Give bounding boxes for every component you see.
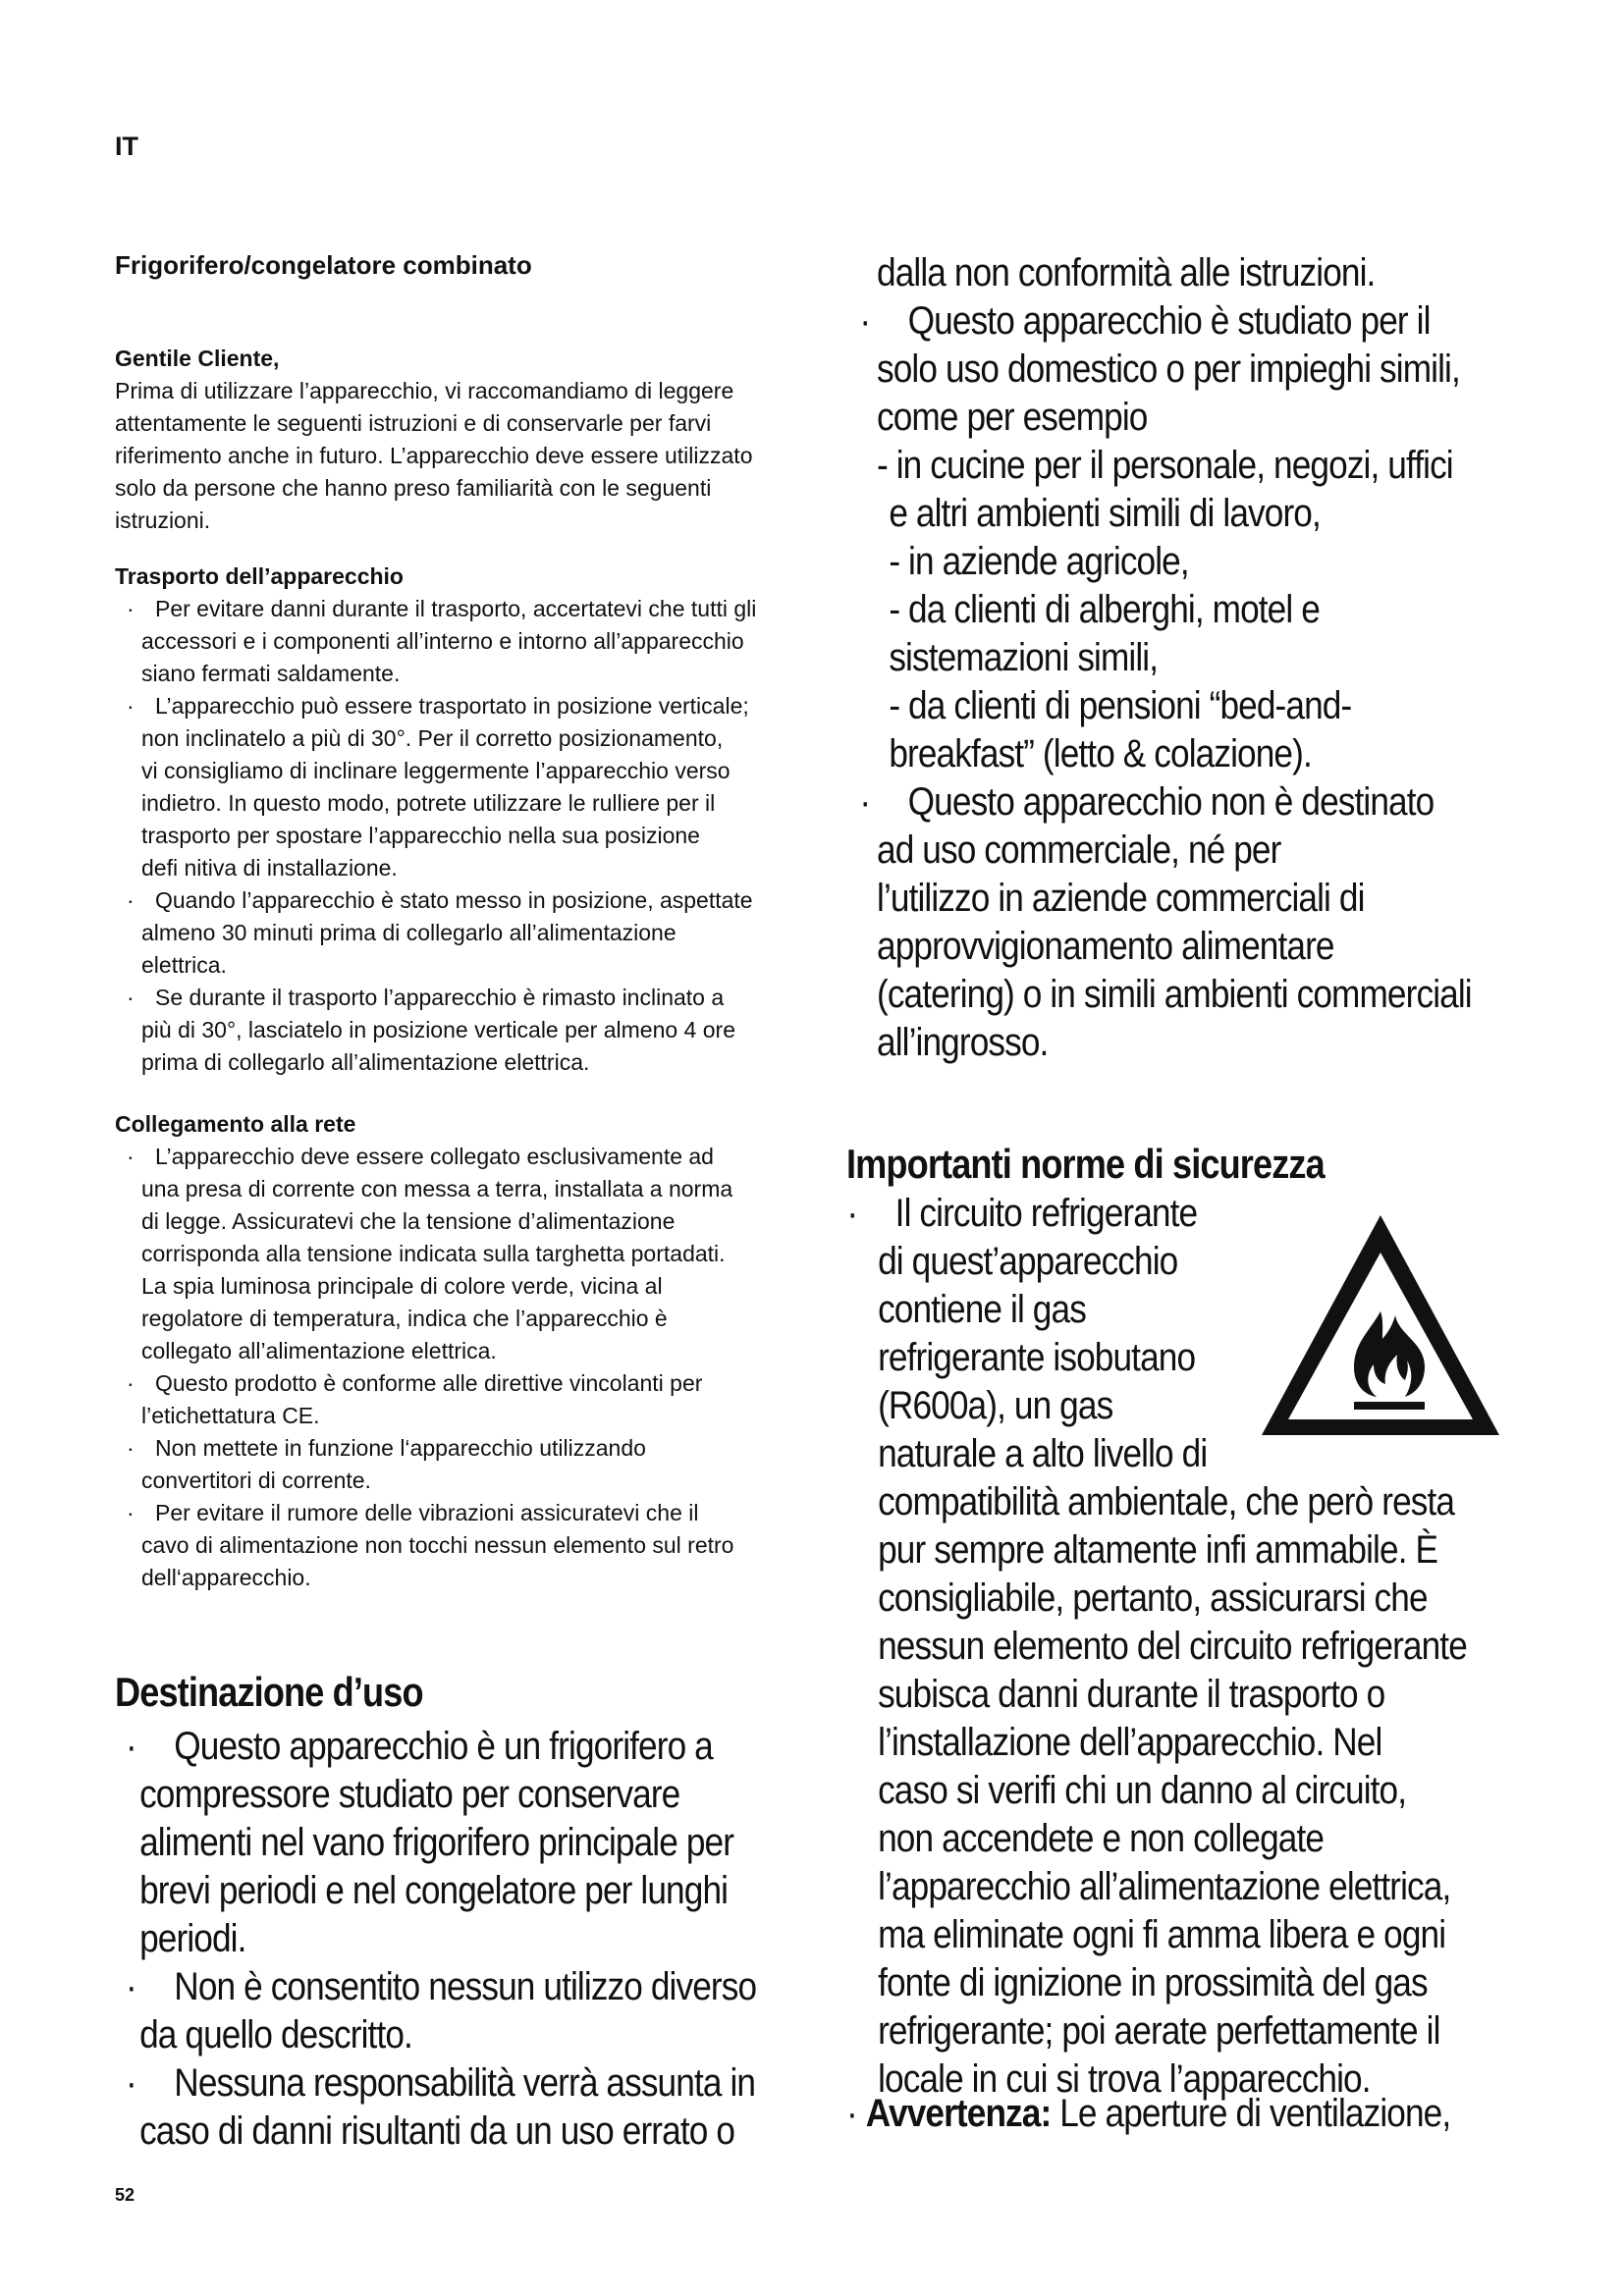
- use-line: · Non è consentito nessun utilizzo diverso: [126, 1963, 756, 2011]
- intro-line: istruzioni.: [115, 507, 211, 533]
- use-line: · Questo apparecchio è un frigorifero a: [126, 1723, 756, 1771]
- bullet-text: prima di collegarlo all’alimentazione elettrica.: [141, 1049, 590, 1075]
- use-line: compressore studiato per conservare: [139, 1773, 680, 1816]
- right-line: l’installazione dell’apparecchio. Nel: [878, 1721, 1382, 1764]
- bullet: ·: [126, 2061, 136, 2105]
- bullet-text: L’apparecchio può essere trasportato in posizione verticale;: [155, 693, 749, 719]
- warning-text: Le aperture di ventilazione,: [1051, 2092, 1451, 2135]
- bullet-text: più di 30°, lasciatelo in posizione verticale per almeno 4 ore: [141, 1017, 735, 1042]
- right-column-top: [859, 249, 1472, 1067]
- transport-item: [115, 593, 822, 690]
- right-line: - in cucine per il personale, negozi, uffici: [877, 444, 1453, 487]
- bullet: ·: [126, 1725, 136, 1768]
- bullet-text: convertitori di corrente.: [141, 1468, 371, 1493]
- bullet: ·: [127, 1500, 135, 1525]
- right-line: locale in cui si trova l’apparecchio.: [878, 2057, 1371, 2101]
- right-line: l’apparecchio all’alimentazione elettrica,: [878, 1865, 1451, 1908]
- transport-item: [115, 690, 822, 884]
- bullet-text: l’etichettatura CE.: [141, 1403, 320, 1428]
- right-line: dalla non conformità alle istruzioni.: [877, 251, 1376, 294]
- warning-line: [846, 2090, 1450, 2138]
- right-line: consigliabile, pertanto, assicurarsi che: [878, 1576, 1428, 1620]
- right-line: breakfast” (letto & colazione).: [889, 732, 1312, 775]
- right-line: compatibilità ambientale, che però resta: [878, 1480, 1455, 1523]
- right-line: - in aziende agricole,: [889, 540, 1189, 583]
- flammable-warning-icon: [1252, 1205, 1509, 1446]
- bullet-text: regolatore di temperatura, indica che l’apparecchio è: [141, 1306, 668, 1331]
- right-line: refrigerante isobutano: [878, 1336, 1196, 1379]
- transport-item: [115, 884, 822, 982]
- bullet-text: trasporto per spostare l’apparecchio nella sua posizione: [141, 823, 700, 848]
- transport-item: [115, 982, 822, 1079]
- bullet: ·: [127, 1144, 135, 1169]
- language-code: IT: [115, 132, 138, 161]
- bullet-text: elettrica.: [141, 952, 227, 978]
- bullet-text: La spia luminosa principale di colore verde, vicina al: [141, 1273, 663, 1299]
- right-line: (R600a), un gas: [878, 1384, 1113, 1427]
- bullet-text: Per evitare danni durante il trasporto, accertatevi che tutti gli: [155, 596, 757, 621]
- network-item: [115, 1141, 822, 1367]
- right-line: non accendete e non collegate: [878, 1817, 1325, 1860]
- page-number: 52: [115, 2185, 135, 2205]
- right-line: pur sempre altamente infi ammabile. È: [878, 1528, 1438, 1572]
- use-line: brevi periodi e nel congelatore per lunghi: [139, 1869, 729, 1912]
- use-line: periodi.: [139, 1917, 246, 1960]
- bullet-text: non inclinatelo a più di 30°. Per il corretto posizionamento,: [141, 725, 724, 751]
- use-line: da quello descritto.: [139, 2013, 412, 2056]
- use-heading: Destinazione d’uso: [115, 1669, 423, 1715]
- bullet: ·: [127, 1435, 135, 1461]
- use-line: · Nessuna responsabilità verrà assunta in: [126, 2059, 756, 2108]
- intro-line: Prima di utilizzare l’apparecchio, vi raccomandiamo di leggere: [115, 378, 734, 403]
- right-line: nessun elemento del circuito refrigerante: [878, 1625, 1467, 1668]
- right-line: e altri ambienti simili di lavoro,: [889, 492, 1321, 535]
- bullet-text: di legge. Assicuratevi che la tensione d’alimentazione: [141, 1208, 676, 1234]
- bullet: ·: [127, 985, 135, 1010]
- left-column-top: [115, 249, 822, 1594]
- bullet: ·: [846, 1192, 858, 1235]
- right-line: ad uso commerciale, né per: [877, 828, 1281, 872]
- right-line: (catering) o in simili ambienti commerciali: [877, 973, 1472, 1016]
- right-line: - da clienti di alberghi, motel e: [889, 588, 1320, 631]
- right-line: ma eliminate ogni fi amma libera e ogni: [878, 1913, 1446, 1956]
- intro-line: solo da persone che hanno preso familiarità con le seguenti: [115, 475, 712, 501]
- network-heading: Collegamento alla rete: [115, 1111, 356, 1137]
- bullet-text: vi consigliamo di inclinare leggermente l’apparecchio verso: [141, 758, 731, 783]
- right-line: sistemazioni simili,: [889, 636, 1159, 679]
- bullet-text: L’apparecchio deve essere collegato esclusivamente ad: [155, 1144, 714, 1169]
- bullet-text: almeno 30 minuti prima di collegarlo all’alimentazione: [141, 920, 677, 945]
- safety-heading: Importanti norme di sicurezza: [846, 1141, 1325, 1187]
- use-line: alimenti nel vano frigorifero principale per: [139, 1821, 734, 1864]
- greeting: Gentile Cliente,: [115, 346, 280, 371]
- bullet-text: collegato all’alimentazione elettrica.: [141, 1338, 497, 1363]
- right-line: approvvigionamento alimentare: [877, 925, 1334, 968]
- right-line: - da clienti di pensioni “bed-and-: [889, 684, 1352, 727]
- bullet-text: Per evitare il rumore delle vibrazioni assicuratevi che il: [155, 1500, 699, 1525]
- intro-paragraph: [115, 375, 822, 537]
- bullet-text: cavo di alimentazione non tocchi nessun elemento sul retro: [141, 1532, 734, 1558]
- bullet-text: accessori e i componenti all’interno e intorno all’apparecchio: [141, 628, 744, 654]
- intro-line: riferimento anche in futuro. L’apparecchio deve essere utilizzato: [115, 443, 753, 468]
- network-item: [115, 1367, 822, 1432]
- network-item: [115, 1432, 822, 1497]
- section-title: Frigorifero/congelatore combinato: [115, 250, 532, 280]
- bullet-text: corrisponda alla tensione indicata sulla targhetta portadati.: [141, 1241, 726, 1266]
- right-line: fonte di ignizione in prossimità del gas: [878, 1961, 1428, 2004]
- transport-heading: Trasporto dell’apparecchio: [115, 563, 404, 589]
- bullet: ·: [127, 1370, 135, 1396]
- bullet-text: Se durante il trasporto l’apparecchio è rimasto inclinato a: [155, 985, 725, 1010]
- bullet-text: Questo prodotto è conforme alle direttive vincolanti per: [155, 1370, 703, 1396]
- bullet-text: defi nitiva di installazione.: [141, 855, 398, 881]
- right-line: · Il circuito refrigerante: [846, 1190, 1467, 1238]
- bullet: ·: [127, 596, 135, 621]
- right-line: come per esempio: [877, 396, 1148, 439]
- bullet: ·: [859, 299, 871, 343]
- bullet-text: Quando l’apparecchio è stato messo in posizione, aspettate: [155, 887, 753, 913]
- bullet-text: Non mettete in funzione l‘apparecchio utilizzando: [155, 1435, 646, 1461]
- intro-line: attentamente le seguenti istruzioni e di conservarle per farvi: [115, 410, 712, 436]
- right-line: subisca danni durante il trasporto o: [878, 1673, 1385, 1716]
- right-line: naturale a alto livello di: [878, 1432, 1208, 1475]
- right-line: di quest’apparecchio: [878, 1240, 1178, 1283]
- network-list: [115, 1141, 822, 1594]
- transport-list: [115, 593, 822, 1079]
- use-line: caso di danni risultanti da un uso errato o: [139, 2109, 735, 2153]
- bullet-text: dell‘apparecchio.: [141, 1565, 311, 1590]
- right-line: l’utilizzo in aziende commerciali di: [877, 877, 1365, 920]
- right-line: refrigerante; poi aerate perfettamente il: [878, 2009, 1440, 2053]
- bullet-text: indietro. In questo modo, potrete utilizzare le rulliere per il: [141, 790, 716, 816]
- right-line: contiene il gas: [878, 1288, 1086, 1331]
- warning-label: Avvertenza:: [865, 2092, 1052, 2135]
- bullet: ·: [126, 1965, 136, 2008]
- use-list: [126, 1723, 756, 2156]
- bullet: ·: [846, 2092, 857, 2135]
- bullet: ·: [127, 693, 135, 719]
- right-line: · Questo apparecchio è studiato per il: [859, 297, 1471, 346]
- right-line: caso si verifi chi un danno al circuito,: [878, 1769, 1407, 1812]
- bullet-text: siano fermati saldamente.: [141, 661, 401, 686]
- right-line: all’ingrosso.: [877, 1021, 1049, 1064]
- right-line: solo uso domestico o per impieghi simili,: [877, 347, 1460, 391]
- bullet: ·: [127, 887, 135, 913]
- network-item: [115, 1497, 822, 1594]
- right-line: · Questo apparecchio non è destinato: [859, 778, 1471, 827]
- bullet: ·: [859, 780, 871, 824]
- bullet-text: una presa di corrente con messa a terra, installata a norma: [141, 1176, 733, 1201]
